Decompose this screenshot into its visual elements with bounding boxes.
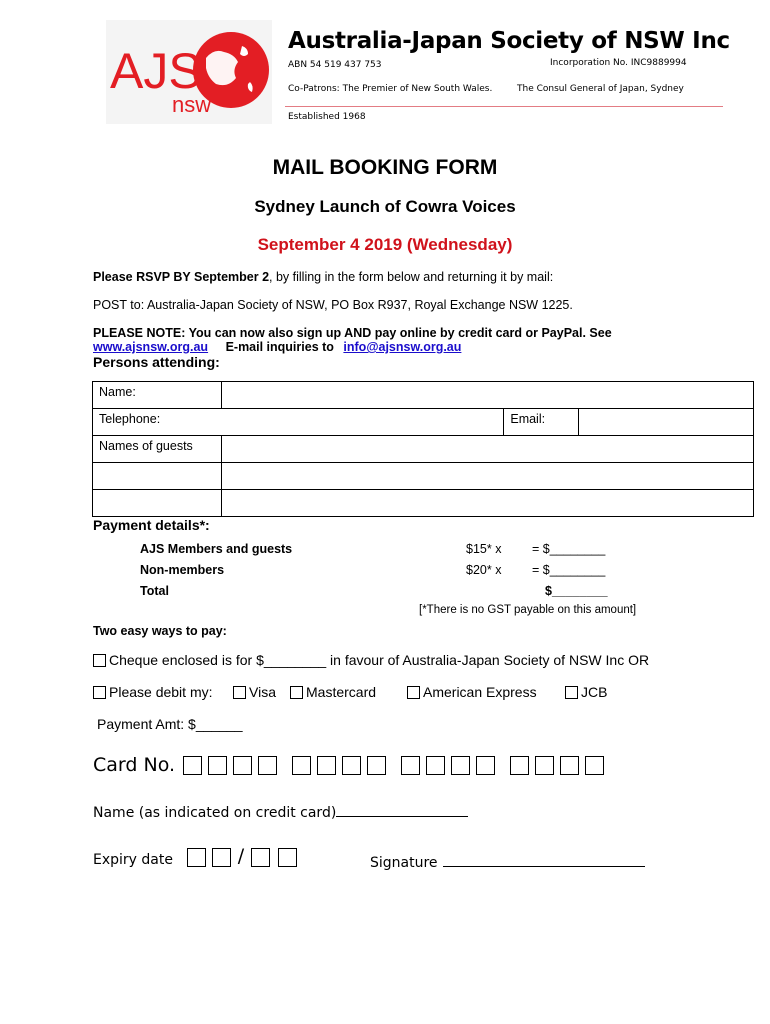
- visa-option: [233, 684, 276, 700]
- expiry-date-label: Expiry date: [93, 852, 173, 868]
- copatron-consul: The Consul General of Japan, Sydney: [517, 84, 684, 94]
- amex-option: [407, 684, 537, 700]
- card-digit-box[interactable]: [183, 756, 202, 775]
- name-label: Name:: [93, 382, 222, 409]
- payment-heading: Payment details*:: [93, 517, 210, 533]
- abn: ABN 54 519 437 753: [288, 60, 382, 70]
- website-link[interactable]: www.ajsnsw.org.au: [93, 340, 209, 354]
- guest-label-blank: [93, 463, 222, 490]
- established: Established 1968: [288, 112, 366, 122]
- debit-option: [93, 684, 213, 700]
- attendee-table: [92, 381, 754, 517]
- card-number-label: Card No.: [93, 754, 176, 776]
- cheque-text: Cheque enclosed is for $________ in favour of Australia-Japan Society of NSW Inc OR: [109, 652, 650, 668]
- signature-field[interactable]: [443, 852, 645, 867]
- incorporation-number: Incorporation No. INC9889994: [550, 58, 687, 68]
- card-digit-box[interactable]: [317, 756, 336, 775]
- grand-total[interactable]: $________: [545, 584, 608, 598]
- nonmembers-price: $20* x: [466, 563, 502, 577]
- jcb-label: JCB: [581, 684, 608, 700]
- post-address: POST to: Australia-Japan Society of NSW, PO Box R937, Royal Exchange NSW 1225.: [93, 298, 573, 312]
- cardholder-name-field[interactable]: [336, 802, 468, 817]
- debit-label: Please debit my:: [109, 684, 213, 700]
- guest-label-blank: [93, 490, 222, 517]
- table-row: [93, 382, 754, 409]
- online-note: PLEASE NOTE: You can now also sign up AND pay online by credit card or PayPal. See: [93, 326, 612, 340]
- card-digit-box[interactable]: [560, 756, 579, 775]
- cheque-checkbox[interactable]: [93, 654, 106, 667]
- cardholder-name: [93, 802, 468, 821]
- members-label: AJS Members and guests: [140, 542, 293, 556]
- persons-attending-heading: Persons attending:: [93, 354, 220, 370]
- email-field[interactable]: [579, 409, 754, 436]
- logo-text: AJS: [110, 43, 202, 99]
- card-digit-box[interactable]: [510, 756, 529, 775]
- nonmembers-label: Non-members: [140, 563, 225, 577]
- debit-checkbox[interactable]: [93, 686, 106, 699]
- form-title: MAIL BOOKING FORM: [272, 156, 498, 179]
- card-digit-box[interactable]: [233, 756, 252, 775]
- card-digit-box[interactable]: [367, 756, 386, 775]
- email-link[interactable]: info@ajsnsw.org.au: [343, 340, 462, 354]
- amex-checkbox[interactable]: [407, 686, 420, 699]
- rsvp-deadline: Please RSVP BY September 2: [93, 270, 270, 284]
- ways-to-pay-heading: Two easy ways to pay:: [93, 624, 227, 638]
- expiry-year-box[interactable]: [251, 848, 270, 867]
- event-name: Sydney Launch of Cowra Voices: [254, 197, 516, 216]
- guest-field-2[interactable]: [221, 463, 753, 490]
- expiry-boxes: [187, 845, 297, 867]
- visa-checkbox[interactable]: [233, 686, 246, 699]
- amex-label: American Express: [423, 684, 537, 700]
- total-label: Total: [140, 584, 169, 598]
- members-total[interactable]: = $________: [532, 542, 606, 556]
- card-digit-box[interactable]: [208, 756, 227, 775]
- card-digit-box[interactable]: [476, 756, 495, 775]
- expiry-month-box[interactable]: [187, 848, 206, 867]
- expiry-slash: /: [237, 845, 245, 867]
- table-row: [93, 490, 754, 517]
- email-inquiry-label: E-mail inquiries to: [225, 340, 334, 354]
- cardholder-name-label: Name (as indicated on credit card): [93, 805, 337, 821]
- nonmembers-total[interactable]: = $________: [532, 563, 606, 577]
- cheque-option: [93, 652, 649, 668]
- mastercard-label: Mastercard: [306, 684, 377, 700]
- visa-label: Visa: [249, 684, 276, 700]
- table-row: [93, 436, 754, 463]
- name-field[interactable]: [221, 382, 753, 409]
- mastercard-option: [290, 684, 376, 700]
- telephone-field[interactable]: [221, 409, 503, 436]
- card-number-boxes: [183, 756, 604, 775]
- event-date: September 4 2019 (Wednesday): [257, 235, 513, 254]
- gst-note: [*There is no GST payable on this amount]: [419, 604, 637, 616]
- telephone-label: Telephone:: [93, 409, 222, 436]
- header-rule: [285, 106, 723, 107]
- contact-line: [93, 340, 461, 354]
- org-name: Australia-Japan Society of NSW Inc: [288, 28, 730, 54]
- rsvp-instruction: , by filling in the form below and returning it by mail:: [269, 270, 554, 284]
- jcb-checkbox[interactable]: [565, 686, 578, 699]
- copatron-premier: Co-Patrons: The Premier of New South Wales.: [288, 84, 493, 94]
- guest-field-1[interactable]: [221, 436, 753, 463]
- members-price: $15* x: [466, 542, 502, 556]
- email-label: Email:: [504, 409, 579, 436]
- card-digit-box[interactable]: [292, 756, 311, 775]
- mastercard-checkbox[interactable]: [290, 686, 303, 699]
- expiry-year-box[interactable]: [278, 848, 297, 867]
- card-digit-box[interactable]: [451, 756, 470, 775]
- table-row: [93, 409, 754, 436]
- payment-amount[interactable]: Payment Amt: $______: [97, 716, 243, 732]
- table-row: [93, 463, 754, 490]
- ajs-logo: [106, 20, 272, 124]
- expiry-month-box[interactable]: [212, 848, 231, 867]
- signature-label: Signature: [370, 855, 438, 871]
- rsvp-text: [93, 270, 553, 284]
- card-digit-box[interactable]: [426, 756, 445, 775]
- signature: [370, 852, 645, 871]
- logo-sub: nsw: [172, 92, 212, 117]
- jcb-option: [565, 684, 607, 700]
- card-digit-box[interactable]: [585, 756, 604, 775]
- card-digit-box[interactable]: [258, 756, 277, 775]
- guest-field-3[interactable]: [221, 490, 753, 517]
- card-digit-box[interactable]: [535, 756, 554, 775]
- card-digit-box[interactable]: [401, 756, 420, 775]
- guests-label: Names of guests: [93, 436, 222, 463]
- card-digit-box[interactable]: [342, 756, 361, 775]
